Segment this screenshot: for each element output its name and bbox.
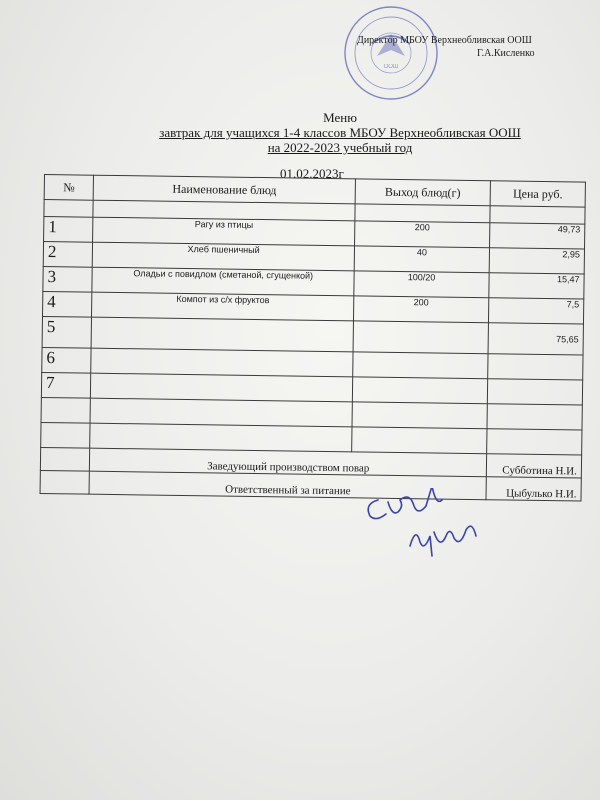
school-year: на 2022-2023 учебный год [267,140,413,155]
dish-yield [352,377,488,404]
table-cell [40,447,90,471]
column-header-price: Цена руб. [490,181,585,207]
dish-name: Хлеб пшеничный [93,242,355,271]
dish-yield: 40 [354,246,490,273]
table-cell [352,402,488,429]
dish-name: Рагу из птицы [93,217,355,246]
table-cell [352,427,488,454]
dish-price: 7,5 [489,298,584,324]
column-header-yield: Выход блюд(г) [355,179,491,206]
table-cell [487,429,582,455]
row-number: 4 [43,291,93,317]
dish-price: 15,47 [489,273,584,299]
column-header-dish: Наименование блюд [94,175,356,204]
handwritten-signature-2 [400,516,490,558]
dish-price: 49,73 [490,223,585,249]
column-header-number: № [44,175,94,201]
approval-director-name: Г.А.Кисленко [477,48,535,59]
dish-name [92,317,354,352]
table-cell [90,398,352,427]
table-cell [41,397,91,423]
dish-yield: 200 [353,296,489,323]
dish-name [91,348,353,377]
dish-price [487,379,582,405]
table-cell [355,204,490,223]
dish-yield: 100/20 [354,271,490,298]
dish-yield: 200 [354,221,490,248]
signature-role: Ответственный за питание [89,471,486,500]
table-cell [490,206,585,224]
table-cell [90,423,352,452]
signature-role: Заведующий производством повар [90,448,487,477]
signature-name: Цыбулько Н.И. [486,477,581,501]
total-price: 75,65 [488,323,583,355]
row-number: 5 [42,316,92,348]
table-cell [41,422,91,448]
menu-date: 01.02.2023г [280,166,344,181]
page-title: Меню [323,110,357,125]
signature-name: Субботина Н.И. [486,454,581,478]
dish-yield [353,352,489,379]
row-number: 1 [44,217,94,243]
table-cell [44,200,94,218]
page-subtitle: завтрак для учащихся 1-4 классов МБОУ Верхнеобливская ООШ [159,125,521,140]
dish-name: Компот из с/х фруктов [92,292,354,321]
row-number: 2 [43,242,93,268]
dish-price [488,354,583,380]
title-block [70,110,600,155]
dish-name: Оладьи с повидлом (сметаной, сгущенкой) [92,267,354,296]
approval-block [357,34,587,60]
approval-director-line: Директор МБОУ Верхнеобливская ООШ [357,35,532,46]
dish-name [91,373,353,402]
table-cell [487,404,582,430]
row-number: 7 [41,372,91,398]
svg-text:ООШ: ООШ [383,64,399,70]
menu-table [40,174,586,502]
dish-yield [353,321,489,354]
table-cell [40,470,90,494]
row-number: 3 [43,266,93,292]
row-number: 6 [42,347,92,373]
dish-price: 2,95 [489,248,584,274]
